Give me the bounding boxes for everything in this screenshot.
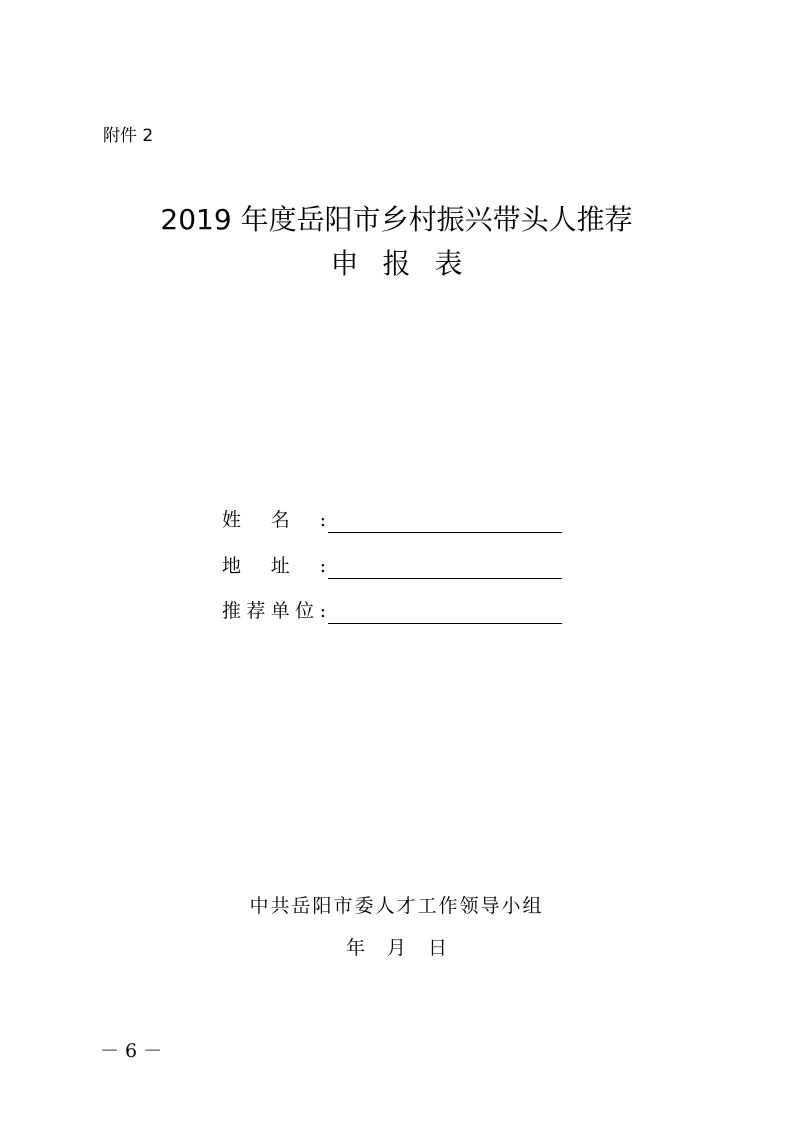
date-line: 年月日 [345,937,469,959]
address-field-row [222,549,562,579]
document-subtitle: 申报表 [330,247,487,280]
address-field-line[interactable] [328,556,562,579]
recommending-unit-field-row [222,594,562,624]
page-number: － 6 － [100,1040,163,1062]
attachment-label: 附件 2 [103,126,154,146]
recommending-unit-field-line[interactable] [328,601,562,624]
address-field-label: 地 址 : [222,555,326,577]
document-title: 2019 年度岳阳市乡村振兴带头人推荐 [160,203,633,236]
name-field-line[interactable] [328,510,562,533]
name-field-label: 姓 名 : [222,509,326,531]
recommending-unit-field-label: 推 荐 单 位 : [222,600,326,622]
name-field-row [222,503,562,533]
issuing-organization: 中共岳阳市委人才工作领导小组 [249,895,544,917]
